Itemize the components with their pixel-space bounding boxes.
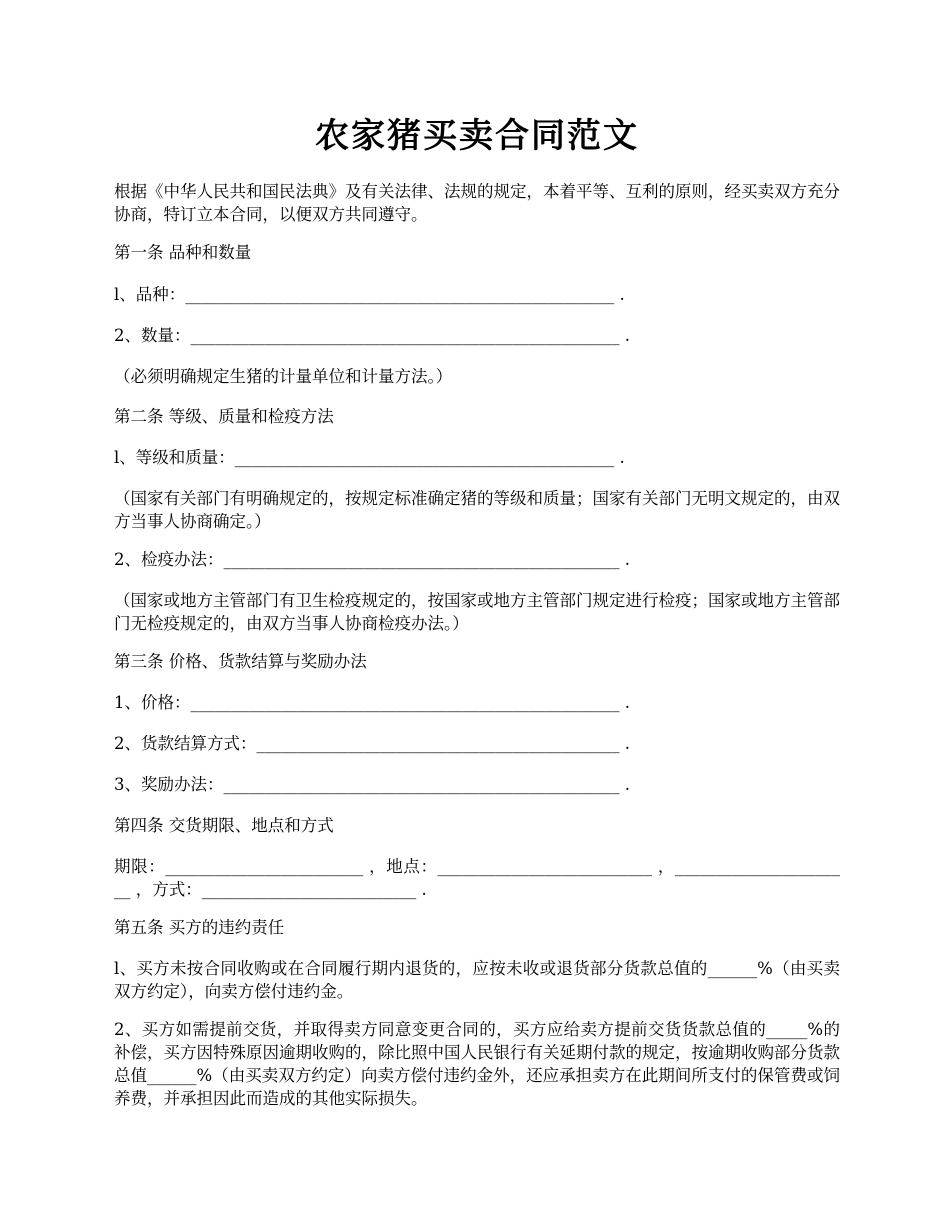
settlement-field-line: 2、货款结算方式：____________________________________________ . <box>114 734 630 753</box>
quarantine-field-line: 2、检疫办法：________________________________________________ . <box>114 550 630 569</box>
article-2-heading: 第二条 等级、质量和检疫方法 <box>114 407 334 426</box>
variety-field-line: l、品种：____________________________________________________ . <box>114 285 625 304</box>
price-field-line: 1、价格：____________________________________________________ . <box>114 693 630 712</box>
delivery-field-lines: 期限：________________________ ，地点：__________________________ ，______________________ ，方式：__________________________ . <box>114 857 840 899</box>
article-5-heading: 第五条 买方的违约责任 <box>114 918 285 937</box>
buyer-liability-clause-1: l、买方未按合同收购或在合同履行期内退货的，应按未收或退货部分货款总值的______%（由买卖双方约定），向卖方偿付违约金。 <box>114 959 840 1001</box>
article-1-heading: 第一条 品种和数量 <box>114 243 252 262</box>
preamble-paragraph: 根据《中华人民共和国民法典》及有关法律、法规的规定，本着平等、互利的原则，经买卖双方充分协商，特订立本合同，以便双方共同遵守。 <box>114 182 840 224</box>
quantity-field-line: 2、数量：____________________________________________________ . <box>114 326 630 345</box>
grade-quality-note: （国家有关部门有明确规定的，按规定标准确定猪的等级和质量；国家有关部门无明文规定的，由双方当事人协商确定。） <box>114 489 840 531</box>
article-3-heading: 第三条 价格、货款结算与奖励办法 <box>114 652 367 671</box>
reward-field-line: 3、奖励办法：________________________________________________ . <box>114 775 630 794</box>
buyer-liability-clause-2: 2、买方如需提前交货，并取得卖方同意变更合同的，买方应给卖方提前交货货款总值的_____%的补偿，买方因特殊原因逾期收购的，除比照中国人民银行有关延期付款的规定，按逾期收购部分货款总值______%（由买卖双方约定）向卖方偿付违约金外，还应承担卖方在此期间所支付的保管费或饲养费，并承担因此而造成的其他实际损失。 <box>114 1020 840 1108</box>
grade-quality-field-line: l、等级和质量：______________________________________________ . <box>114 448 625 467</box>
article-4-heading: 第四条 交货期限、地点和方式 <box>114 816 334 835</box>
document-title: 农家猪买卖合同范文 <box>315 116 639 156</box>
quarantine-note: （国家或地方主管部门有卫生检疫规定的，按国家或地方主管部门规定进行检疫；国家或地方主管部门无检疫规定的，由双方当事人协商检疫办法。） <box>114 591 840 633</box>
quantity-note: （必须明确规定生猪的计量单位和计量方法。） <box>114 367 453 386</box>
